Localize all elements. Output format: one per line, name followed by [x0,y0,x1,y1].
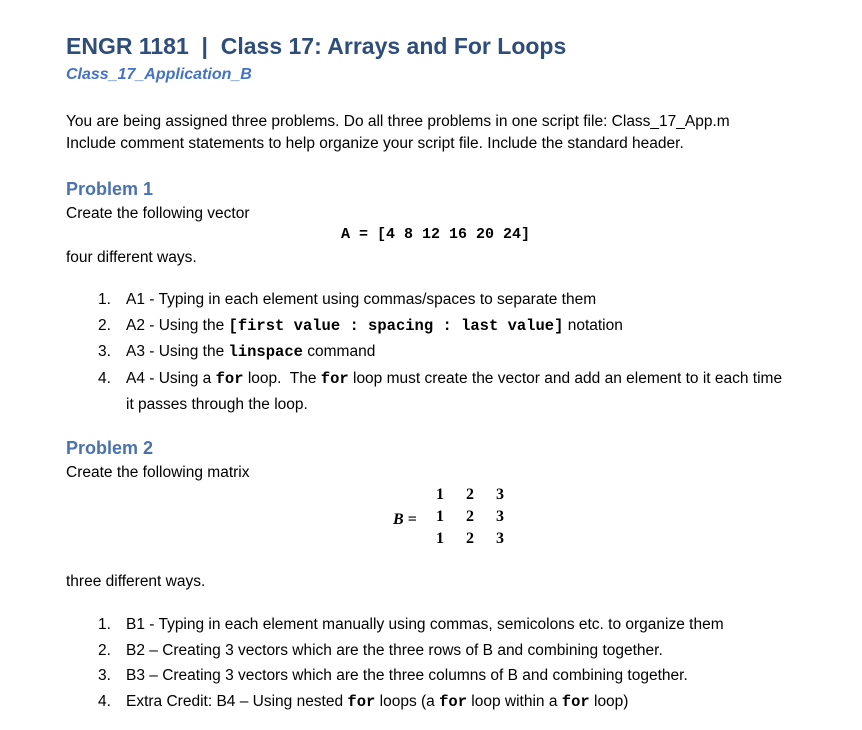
list-number: 4. [98,692,111,710]
problem-2-ways: three different ways. [66,573,206,590]
list-item-text: B1 - Typing in each element manually using commas, semicolons etc. to organize them [126,616,724,633]
list-item [98,612,858,638]
code-snippet: for [215,369,244,388]
list-number: 3. [98,343,111,360]
problem-2-list [98,612,858,715]
matrix-cell: 3 [496,508,504,525]
page-title: ENGR 1181 | Class 17: Arrays and For Loops [66,33,567,59]
list-item-text: A1 - Typing in each element using commas/spaces to separate them [126,291,597,308]
code-snippet: for [561,692,590,711]
matrix-cell: 2 [466,486,474,503]
matrix-cell: 3 [496,486,504,503]
matrix-cell: 1 [436,530,444,547]
problem-1-heading: Problem 1 [66,179,154,199]
problem-1-list [98,287,858,418]
list-item-text: loop within a [467,692,562,710]
vector-a-definition: A = [4 8 12 16 20 24] [341,226,531,243]
matrix-cell: 3 [496,530,504,547]
problem-2-prompt: Create the following matrix [66,464,250,481]
list-item-text: notation [563,316,623,334]
list-item [98,287,858,313]
problem-1-ways: four different ways. [66,249,197,266]
list-item-text: loops (a [375,692,440,710]
matrix-row [436,486,526,504]
list-number: 2. [98,641,111,659]
list-item-text: command [302,343,376,360]
list-item-text: loop must create the vector and add an element to it each time [348,369,783,387]
matrix-row [436,508,526,526]
list-number: 4. [98,369,111,387]
list-item-text: A2 - Using the [126,316,229,334]
list-item-text: Extra Credit: B4 – Using nested [126,692,348,710]
code-snippet: linspace [228,343,303,361]
list-item [98,313,858,340]
code-snippet: for [347,692,376,711]
code-snippet: [first value : spacing : last value] [228,316,564,335]
code-snippet: for [439,692,467,711]
matrix-cell: 2 [466,530,474,547]
list-item-text: B2 – Creating 3 vectors which are the three rows of B and combining together. [126,641,663,659]
page-subtitle: Class_17_Application_B [66,66,252,83]
list-item-continuation: it passes through the loop. [126,396,308,413]
problem-1-prompt: Create the following vector [66,205,250,222]
matrix-cell: 2 [466,508,474,525]
intro-line-2: Include comment statements to help organize your script file. Include the standard header. [66,135,684,152]
list-item-text: B3 – Creating 3 vectors which are the three columns of B and combining together. [126,667,688,684]
list-number: 1. [98,616,111,633]
list-number: 1. [98,291,111,308]
list-item-text: loop. The [243,369,321,387]
code-snippet: for [320,369,349,388]
matrix-cell: 1 [436,508,444,525]
list-number: 3. [98,667,111,684]
list-number: 2. [98,316,111,334]
matrix-cell: 1 [436,486,444,503]
list-item [98,663,858,689]
problem-2-heading: Problem 2 [66,438,154,458]
list-item-text: A4 - Using a [126,369,216,387]
list-item [98,638,858,664]
list-item [98,689,858,716]
list-item [98,339,858,366]
list-item-text: loop) [589,692,629,710]
intro-line-1: You are being assigned three problems. Do all three problems in one script file: Class_17_App.m [66,113,730,130]
list-item-text: A3 - Using the [126,343,229,360]
matrix-label: B = [393,511,417,528]
matrix-row [436,530,526,548]
list-item [98,366,858,418]
